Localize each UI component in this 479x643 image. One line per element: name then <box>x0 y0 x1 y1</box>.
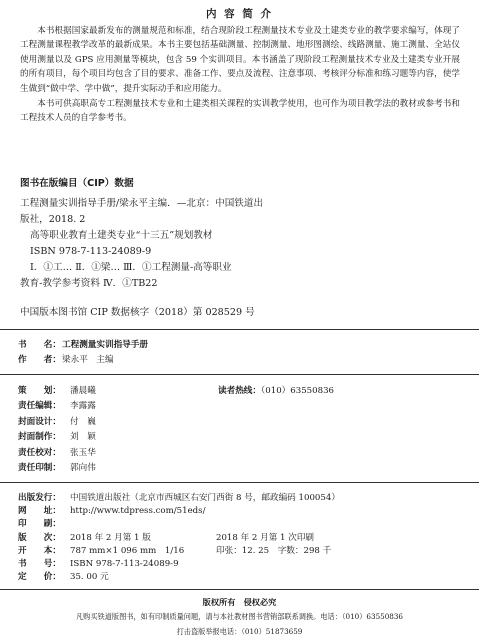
editor-label: 责任校对： <box>18 447 61 458</box>
editor-row <box>18 384 96 399</box>
website-value: http://www.tdpress.com/51eds/ <box>70 506 206 517</box>
editor-row <box>18 430 96 445</box>
author-value: 梁永平 主编 <box>62 355 114 365</box>
editor-label: 责任印制： <box>18 463 61 474</box>
price-label: 定 价： <box>18 572 61 583</box>
hotline-value: （010）63550836 <box>260 386 335 396</box>
cip-line: 版社，2018. 2 <box>20 214 86 225</box>
book-title-label: 书 名： <box>18 340 61 350</box>
cip-number-line: 中国版本图书馆 CIP 数据核字（2018）第 028529 号 <box>20 307 255 318</box>
printing-value: 2018 年 2 月第 1 次印刷 <box>216 532 315 543</box>
editor-label: 封面制作： <box>18 432 61 443</box>
cip-line: Ⅰ．①工… Ⅱ．①梁… Ⅲ．①工程测量-高等职业 <box>30 262 232 273</box>
divider <box>0 329 479 330</box>
editor-row <box>18 461 96 476</box>
edition-label: 版 次： <box>18 532 61 543</box>
editor-label: 封面设计： <box>18 416 61 427</box>
price-value: 35. 00 元 <box>70 572 109 583</box>
isbn-value: ISBN 978-7-113-24089-9 <box>70 559 179 570</box>
cip-line: 高等职业教育土建类专业“十三五”规划教材 <box>30 230 213 241</box>
editor-label: 责任编辑： <box>18 401 61 412</box>
book-title-value: 工程测量实训指导手册 <box>62 340 148 350</box>
summary-paragraph: 本书根据国家最新发布的测量规范和标准，结合现阶段工程测量技术专业及土建类专业的教学要求编写，体现了工程测量课程教学改革的最新成果。本书主要包括基础测量、控制测量、地形图测绘、线路测量、施工测量、全站仪使用测量以及 GPS 应用测量等模块，包含 59 个实训项目。本书涵盖了现阶段工程测量技术专业及土建类专业开展的所有项目，每个项目均包含了目的要求、准备工作、要点及流程、注意事项、考核评分标准和练习题等内容，使学生做到“做中学、学中做”，提升实际动手和应用能力。 <box>20 26 460 94</box>
edition-value: 2018 年 2 月第 1 版 <box>70 532 151 543</box>
editor-value: 郭向伟 <box>70 463 96 474</box>
cip-record <box>20 196 350 292</box>
cip-line: 工程测量实训指导手册/梁永平主编．—北京：中国铁道出 <box>20 198 264 209</box>
reader-hotline <box>218 384 334 396</box>
sheets-value: 印张：12. 25 字数：298 千 <box>216 545 332 556</box>
publisher-label: 出版发行： <box>18 493 61 503</box>
cip-line: ISBN 978-7-113-24089-9 <box>30 246 152 257</box>
editor-value: 张玉华 <box>70 447 96 458</box>
editor-value: 刘 颖 <box>70 432 96 443</box>
quality-notice: 凡购买铁道版图书，如有印制质量问题，请与本社教材图书营销部联系调换。电话：（010）63550836 <box>75 612 404 621</box>
website-label: 网 址： <box>18 506 61 517</box>
editor-row <box>18 415 96 430</box>
editor-row <box>18 399 96 414</box>
format-label: 开 本： <box>18 545 61 556</box>
editor-value: 潘晨曦 <box>70 386 96 396</box>
editor-list <box>18 384 96 476</box>
cip-heading: 图书在版编目（CIP）数据 <box>20 178 134 189</box>
divider <box>0 374 479 375</box>
format-value: 787 mm×1 096 mm 1/16 <box>70 545 185 556</box>
book-info <box>18 338 148 368</box>
isbn-label: 书 号： <box>18 559 61 570</box>
editor-label: 策 划： <box>18 386 61 396</box>
print-label: 印 刷： <box>18 519 61 530</box>
summary-title: 内 容 简 介 <box>206 8 273 20</box>
divider <box>0 482 479 483</box>
piracy-hotline: 打击盗版举报电话：（010）51873659 <box>176 627 303 636</box>
copyright-notice: 版权所有 侵权必究 <box>202 597 277 607</box>
editor-value: 付 巍 <box>70 416 96 427</box>
divider <box>0 589 479 590</box>
author-label: 作 者： <box>18 355 61 365</box>
editor-value: 李露露 <box>70 401 96 412</box>
summary-paragraph: 本书可供高职高专工程测量技术专业和土建类相关课程的实训教学使用，也可作为项目教学法的教材或参考书和工程技术人员的自学参考书。 <box>20 99 460 124</box>
editor-row <box>18 446 96 461</box>
cip-line: 教育-教学参考资料 Ⅳ．①TB22 <box>20 278 158 289</box>
publication-info <box>18 492 340 584</box>
publisher-value: 中国铁道出版社（北京市西城区右安门西街 8 号，邮政编码 100054） <box>70 493 340 503</box>
content-summary <box>20 24 460 126</box>
hotline-label: 读者热线： <box>218 386 261 396</box>
